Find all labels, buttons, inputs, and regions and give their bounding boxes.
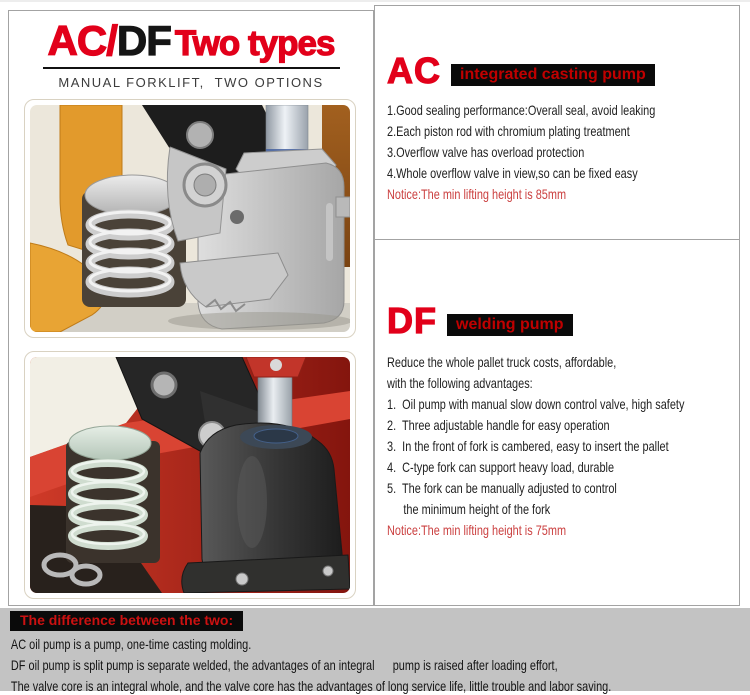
title-ac: AC/ <box>47 17 117 64</box>
df-feature-5: 5. The fork can be manually adjusted to control <box>387 480 617 496</box>
header <box>9 11 373 90</box>
ac-feature-2: 2.Each piston rod with chromium plating treatment <box>387 123 630 139</box>
ac-tag: integrated casting pump <box>451 64 655 86</box>
df-feature-1: 1. Oil pump with manual slow down control valve, high safety <box>387 396 685 412</box>
df-pump-photo <box>30 357 350 593</box>
df-feature-list <box>387 352 740 541</box>
photo-card-df <box>24 351 356 599</box>
df-tag: welding pump <box>447 314 573 336</box>
df-intro-1: Reduce the whole pallet truck costs, affordable, <box>387 354 617 370</box>
df-panel <box>374 239 740 606</box>
ac-pump-photo <box>30 105 350 332</box>
ac-heading-row <box>387 6 739 91</box>
df-feature-5-continuation: the minimum height of the fork <box>403 501 551 517</box>
df-heading: DF <box>387 300 437 341</box>
difference-line-2: DF oil pump is split pump is separate welded, the advantages of an integral pump is raised after loading effort, <box>10 657 558 673</box>
title-underline <box>43 67 340 69</box>
difference-line-1: AC oil pump is a pump, one-time casting molding. <box>10 636 252 652</box>
df-notice: Notice:The min lifting height is 75mm <box>387 522 567 538</box>
difference-line-3: The valve core is an integral whole, and the valve core has the advantages of long service life, little trouble and labor saving. <box>10 678 612 694</box>
ac-feature-list <box>387 100 740 205</box>
ac-feature-1: 1.Good sealing performance:Overall seal, avoid leaking <box>387 102 656 118</box>
difference-tag-row <box>0 608 750 631</box>
df-heading-row <box>387 240 739 341</box>
photo-card-ac <box>24 99 356 338</box>
ac-notice: Notice:The min lifting height is 85mm <box>387 186 567 202</box>
difference-tag: The difference between the two: <box>10 611 243 631</box>
df-intro-2: with the following advantages: <box>387 375 533 391</box>
difference-lines <box>0 634 750 695</box>
title-df: DF <box>116 17 171 64</box>
header-subtitle: MANUAL FORKLIFT, TWO OPTIONS <box>58 75 324 90</box>
ac-panel <box>374 5 740 240</box>
difference-section <box>0 608 750 694</box>
ac-heading: AC <box>387 50 441 91</box>
left-panel <box>8 10 374 606</box>
ac-feature-3: 3.Overflow valve has overload protection <box>387 144 585 160</box>
df-feature-4: 4. C-type fork can support heavy load, durable <box>387 459 615 475</box>
df-feature-2: 2. Three adjustable handle for easy operation <box>387 417 610 433</box>
ac-feature-4: 4.Whole overflow valve in view,so can be fixed easy <box>387 165 638 181</box>
title-two-types: Two types <box>174 24 335 63</box>
df-feature-3: 3. In the front of fork is cambered, easy to insert the pallet <box>387 438 669 454</box>
page-title <box>9 19 373 66</box>
